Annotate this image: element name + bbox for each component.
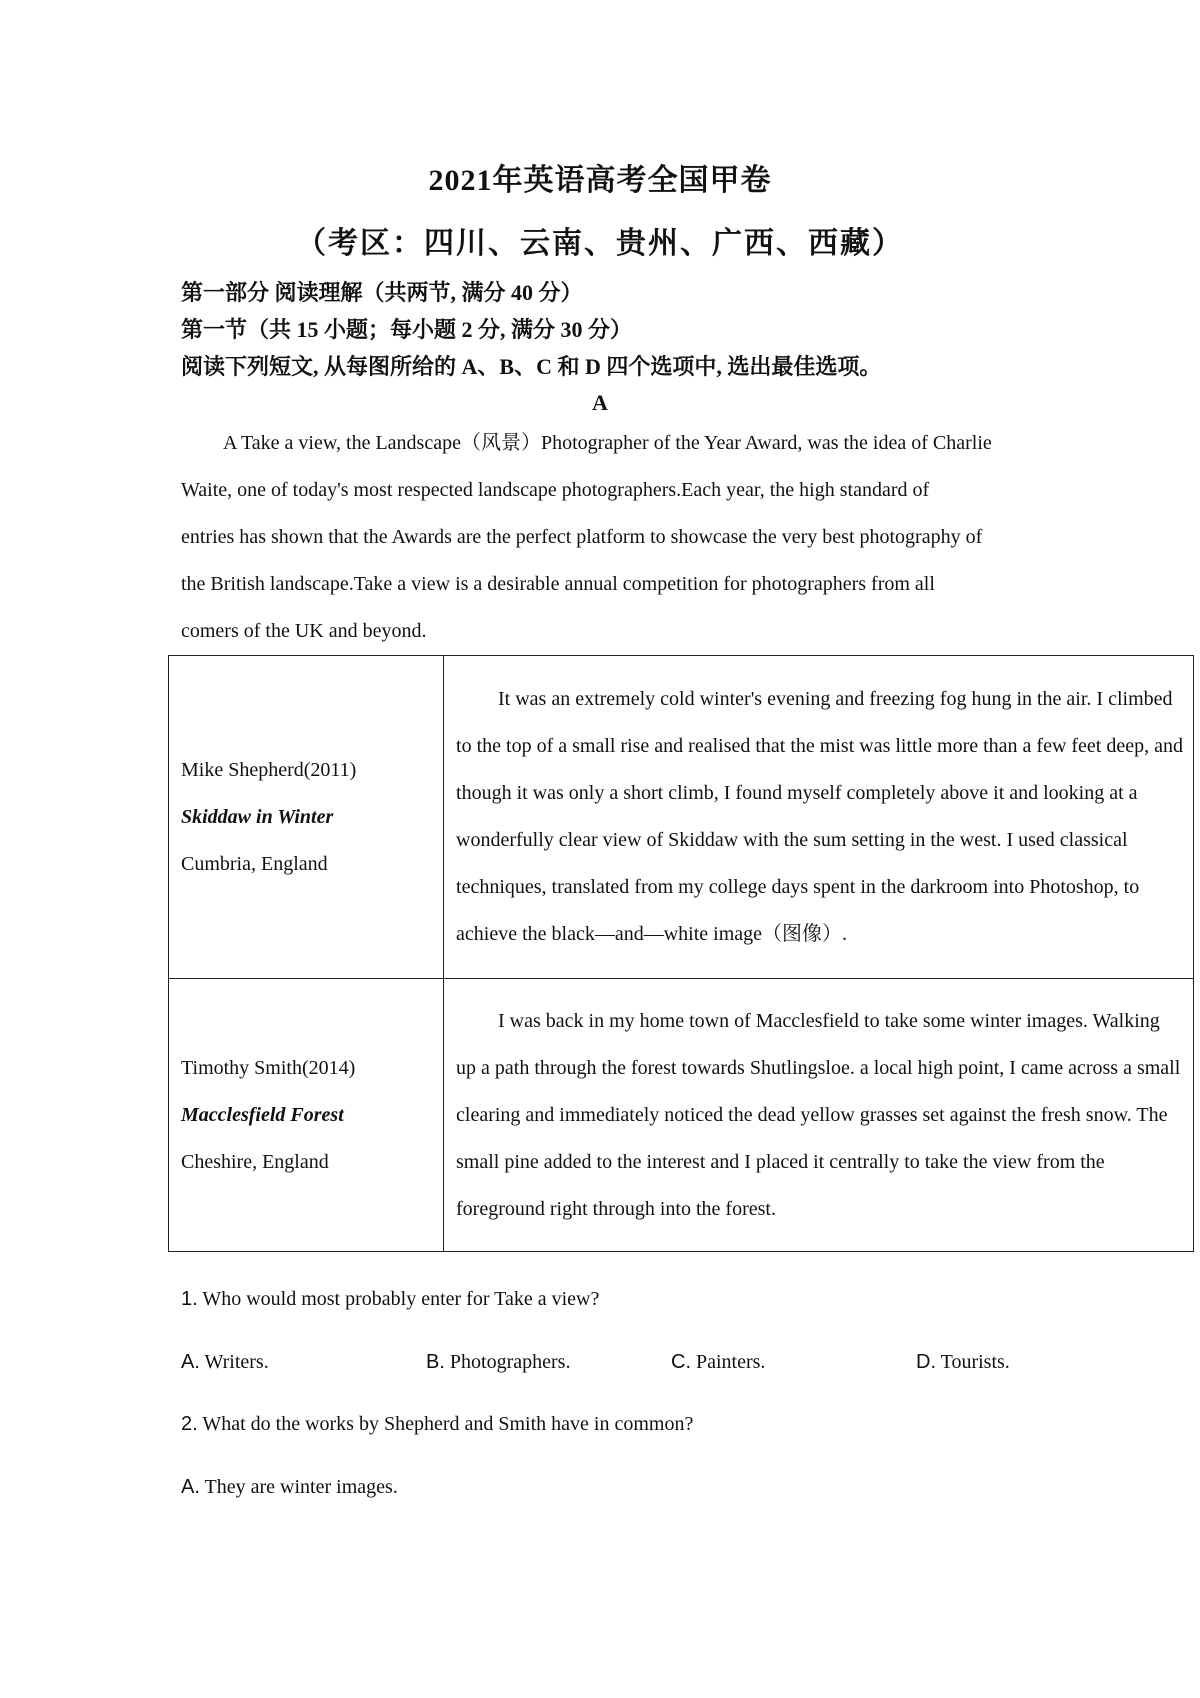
option-letter: C. (671, 1351, 691, 1373)
entry-author: Timothy Smith(2014) (181, 1056, 356, 1079)
intro-line: comers of the UK and beyond. (181, 620, 427, 642)
entry-author: Mike Shepherd(2011) (181, 758, 357, 781)
option-d[interactable] (916, 1351, 1010, 1374)
entry-place: Cumbria, England (181, 852, 328, 875)
entry-work-title: Macclesfield Forest (181, 1103, 344, 1126)
option-text: Photographers. (449, 1351, 571, 1373)
intro-line: Waite, one of today's most respected landscape photographers.Each year, the high standard of (181, 479, 930, 501)
option-letter: A. (181, 1476, 200, 1498)
entry-line: small pine added to the interest and I placed it centrally to take the view from the (456, 1150, 1105, 1173)
entry-line: achieve the black—and—white image（图像）. (456, 923, 848, 945)
question-number: 1. (181, 1288, 198, 1310)
entry-line: up a path through the forest towards Shutlingsloe. a local high point, I came across a small (456, 1056, 1181, 1079)
option-letter: B. (426, 1351, 445, 1373)
option-text: Tourists. (940, 1351, 1010, 1373)
option-letter: D. (916, 1351, 936, 1373)
table-row (169, 979, 1194, 1252)
entry-line: foreground right through into the forest. (456, 1197, 776, 1220)
entry-meta-cell (169, 979, 444, 1252)
question-text: What do the works by Shepherd and Smith have in common? (202, 1413, 694, 1435)
entry-line: I was back in my home town of Macclesfield to take some winter images. Walking (498, 1009, 1160, 1032)
entries-table (168, 655, 1194, 1252)
entry-work-title: Skiddaw in Winter (181, 805, 334, 828)
intro-line: A Take a view, the Landscape（风景）Photographer of the Year Award, was the idea of Charlie (223, 432, 992, 454)
question-2 (181, 1413, 693, 1436)
entry-line: techniques, translated from my college days spent in the darkroom into Photoshop, to (456, 876, 1140, 898)
exam-title: 2021年英语高考全国甲卷 (428, 164, 772, 197)
entry-line: wonderfully clear view of Skiddaw with the sum setting in the west. I used classical (456, 829, 1128, 851)
instruction-text: 阅读下列短文, 从每图所给的 A、B、C 和 D 四个选项中, 选出最佳选项。 (181, 354, 882, 379)
option-a[interactable] (181, 1476, 398, 1499)
option-b[interactable] (426, 1351, 570, 1374)
entry-meta-cell (169, 656, 444, 979)
question-text: Who would most probably enter for Take a view? (202, 1288, 600, 1310)
entry-line: It was an extremely cold winter's evening and freezing fog hung in the air. I climbed (498, 688, 1173, 710)
option-a[interactable] (181, 1351, 269, 1374)
question-1 (181, 1288, 599, 1311)
entry-description-cell (444, 656, 1194, 979)
question-number: 2. (181, 1413, 198, 1435)
option-text: Painters. (696, 1351, 766, 1373)
section-heading: 第一节（共 15 小题；每小题 2 分, 满分 30 分） (181, 317, 633, 342)
entry-line: clearing and immediately noticed the dead yellow grasses set against the fresh snow. The (456, 1103, 1168, 1126)
table-row (169, 656, 1194, 979)
entry-place: Cheshire, England (181, 1150, 329, 1173)
option-text: Writers. (204, 1351, 269, 1373)
intro-line: the British landscape.Take a view is a desirable annual competition for photographers from all (181, 573, 935, 595)
option-letter: A. (181, 1351, 200, 1373)
exam-subtitle: （考区：四川、云南、贵州、广西、西藏） (296, 227, 904, 260)
passage-letter: A (592, 390, 608, 415)
entry-line: though it was only a short climb, I found myself completely above it and looking at a (456, 782, 1138, 804)
intro-paragraph (181, 420, 1021, 655)
option-text: They are winter images. (204, 1476, 398, 1498)
option-c[interactable] (671, 1351, 765, 1374)
intro-line: entries has shown that the Awards are the perfect platform to showcase the very best photography of (181, 526, 983, 548)
part-heading: 第一部分 阅读理解（共两节, 满分 40 分） (181, 280, 583, 305)
entry-description-cell (444, 979, 1194, 1252)
entry-line: to the top of a small rise and realised that the mist was little more than a few feet deep, and (456, 735, 1183, 757)
